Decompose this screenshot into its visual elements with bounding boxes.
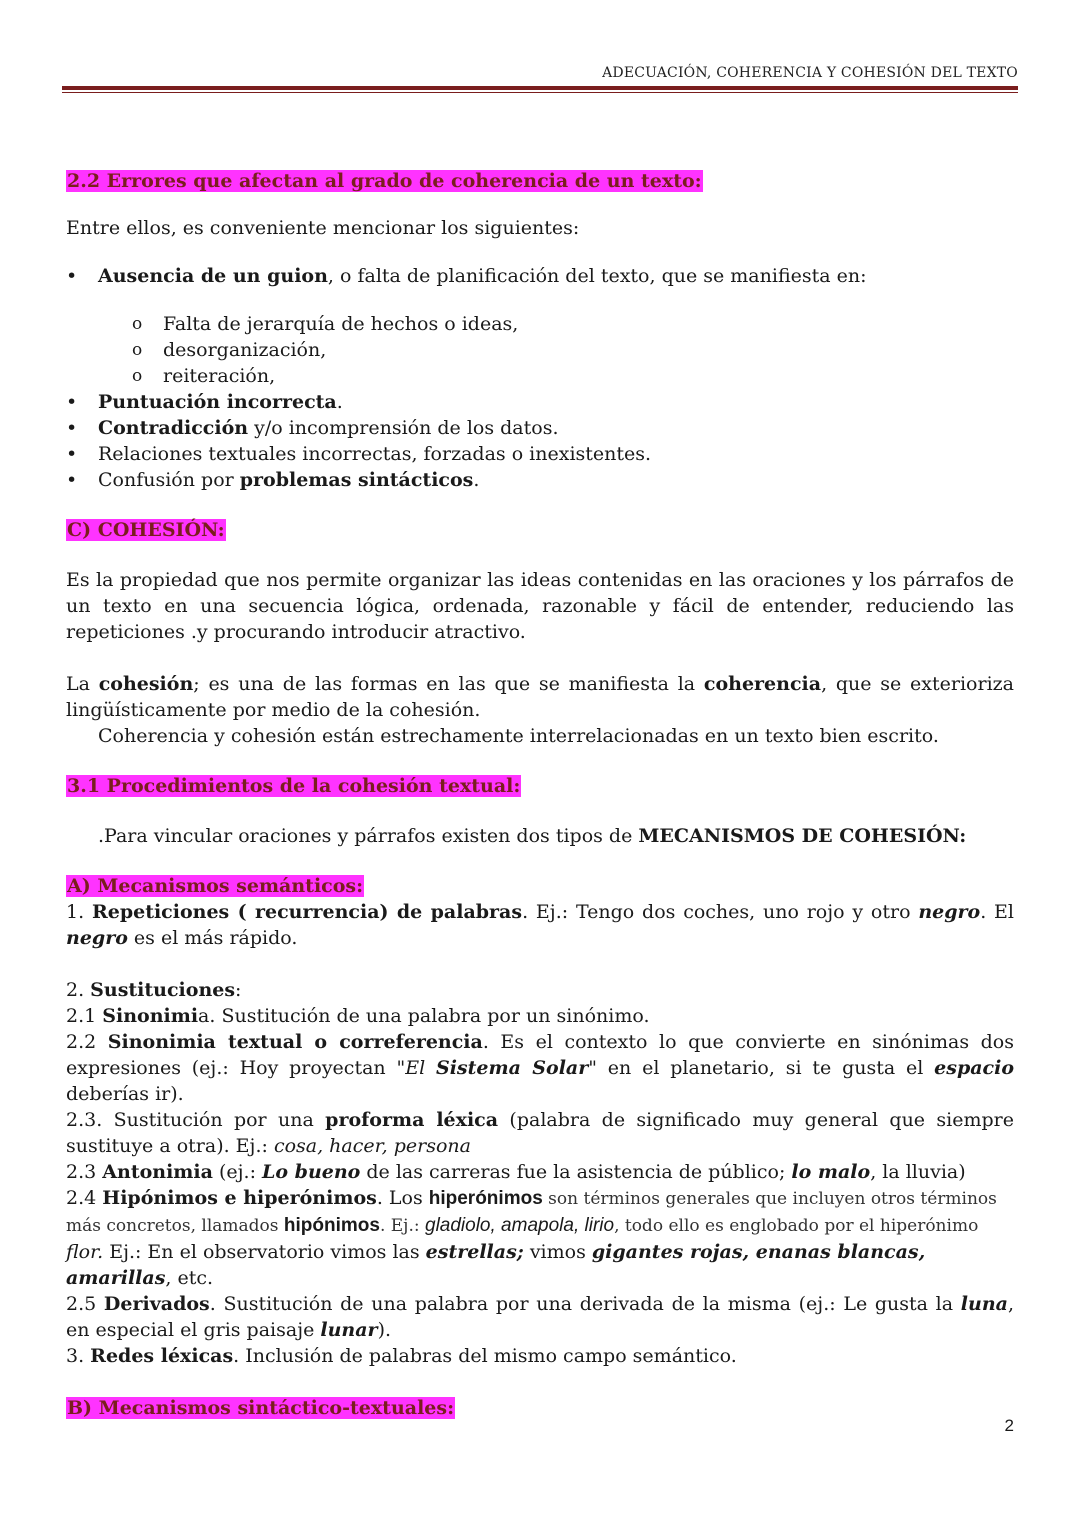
- list-item: • Ausencia de un guion, o falta de planificación del texto, que se manifiesta en:: [66, 265, 867, 287]
- derivados-item: 2.5 Derivados. Sustitución de una palabra por una derivada de la misma (ej.: Le gusta la luna, en especial el gris paisaje lunar).: [66, 1293, 1014, 1341]
- mechanisms-intro: .Para vincular oraciones y párrafos existen dos tipos de MECANISMOS DE COHESIÓN:: [98, 825, 967, 847]
- errors-list-continued: [66, 389, 1014, 493]
- bullet-icon: •: [66, 417, 78, 439]
- list-item: • Contradicción y/o incomprensión de los datos.: [66, 417, 559, 439]
- bullet-icon: •: [66, 469, 78, 491]
- sub-list: [66, 311, 1014, 389]
- sub-list-item: o Falta de jerarquía de hechos o ideas,: [132, 313, 519, 335]
- cohesion-paragraph: La cohesión; es una de las formas en las que se manifiesta la coherencia, que se exterioriza lingüísticamente por medio de la cohesión.: [66, 673, 1014, 721]
- circle-bullet-icon: o: [132, 366, 143, 386]
- list-item: • Puntuación incorrecta.: [66, 391, 343, 413]
- sustituciones-item: 2. Sustituciones:: [66, 979, 242, 1001]
- page-header: [62, 62, 1018, 93]
- redes-lexicas-item: 3. Redes léxicas. Inclusión de palabras del mismo campo semántico.: [66, 1345, 737, 1367]
- hiponimos-item: 2.4 Hipónimos e hiperónimos. Los hiperónimos son términos generales que incluyen otros términos más concretos, llamados hipónimos. Ej.: gladiolo, amapola, lirio, todo ello es englobado por el hiperónimo flor. Ej.: En el observatorio vimos las estrellas; vimos gigantes rojas, enanas blancas, amarillas, etc.: [66, 1187, 997, 1289]
- list-item: • Confusión por problemas sintácticos.: [66, 469, 480, 491]
- circle-bullet-icon: o: [132, 340, 143, 360]
- list-item: • Relaciones textuales incorrectas, forzadas o inexistentes.: [66, 443, 652, 465]
- cohesion-note: Coherencia y cohesión están estrechamente interrelacionadas en un texto bien escrito.: [98, 725, 939, 747]
- intro-paragraph: Entre ellos, es conveniente mencionar los siguientes:: [66, 217, 580, 239]
- section-heading-sintacticos: B) Mecanismos sintáctico-textuales:: [67, 1397, 455, 1419]
- section-heading-semanticos: A) Mecanismos semánticos:: [67, 875, 364, 897]
- errors-list: [66, 263, 1014, 289]
- header-rule-thin: [62, 92, 1018, 93]
- header-rule-thick: [62, 86, 1018, 90]
- repeticiones-item: 1. Repeticiones ( recurrencia) de palabras. Ej.: Tengo dos coches, uno rojo y otro negro. El negro es el más rápido.: [66, 901, 1014, 949]
- section-heading-2-2: 2.2 Errores que afectan al grado de coherencia de un texto:: [67, 170, 702, 192]
- sub-list-item: o reiteración,: [132, 365, 276, 387]
- sub-list-item: o desorganización,: [132, 339, 327, 361]
- header-title: ADECUACIÓN, COHERENCIA Y COHESIÓN DEL TEXTO: [602, 65, 1018, 81]
- sinonimia-item: 2.1 Sinonimia. Sustitución de una palabra por un sinónimo.: [66, 1005, 650, 1027]
- antonimia-item: 2.3 Antonimia (ej.: Lo bueno de las carreras fue la asistencia de público; lo malo, la lluvia): [66, 1161, 966, 1183]
- section-heading-3-1: 3.1 Procedimientos de la cohesión textual:: [67, 775, 521, 797]
- section-heading-cohesion: C) COHESIÓN:: [67, 519, 225, 541]
- bullet-icon: •: [66, 391, 78, 413]
- page-content: [66, 168, 1014, 1421]
- cohesion-definition: Es la propiedad que nos permite organizar las ideas contenidas en las oraciones y los párrafos de un texto en una secuencia lógica, ordenada, razonable y fácil de entender, reduciendo las repeticiones .y procurando introducir atractivo.: [66, 569, 1014, 643]
- bullet-icon: •: [66, 443, 78, 465]
- proforma-item: 2.3. Sustitución por una proforma léxica (palabra de significado muy general que siempre sustituye a otra). Ej.: cosa, hacer, persona: [66, 1109, 1014, 1157]
- page-number: 2: [1004, 1416, 1014, 1435]
- correferencia-item: 2.2 Sinonimia textual o correferencia. Es el contexto lo que convierte en sinónimas dos expresiones (ej.: Hoy proyectan "El Sistema Solar" en el planetario, si te gusta el espacio deberías ir).: [66, 1031, 1014, 1105]
- circle-bullet-icon: o: [132, 314, 143, 334]
- bullet-icon: •: [66, 265, 78, 287]
